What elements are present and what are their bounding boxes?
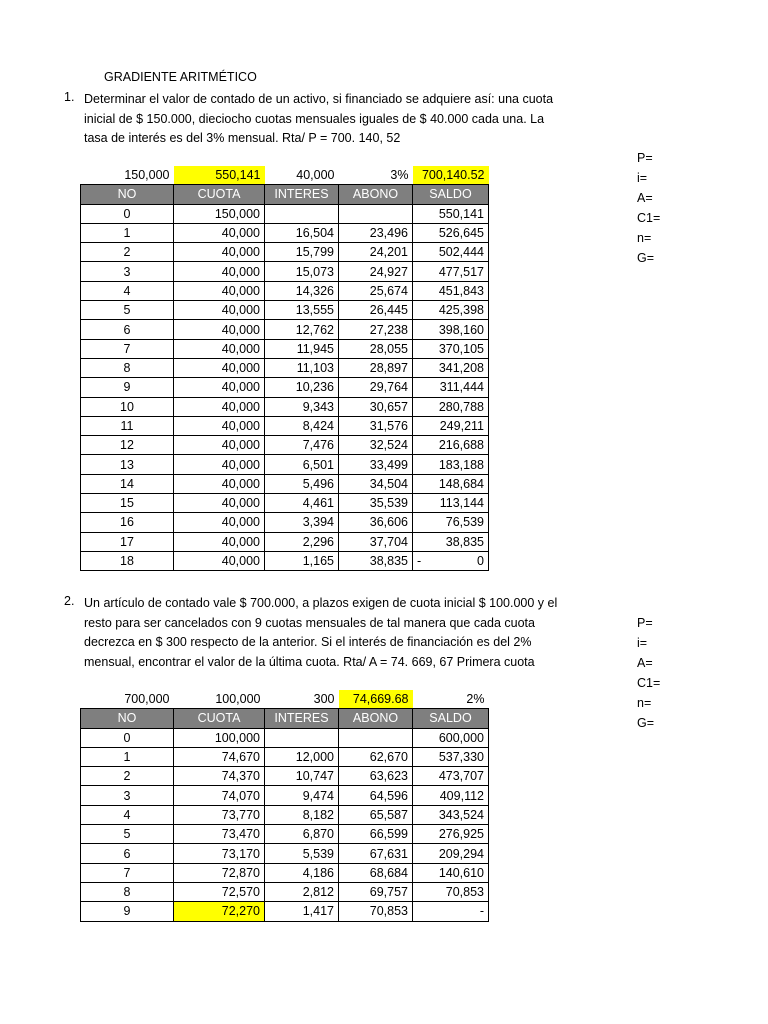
parameter-cell: 3% xyxy=(390,168,409,183)
column-header: INTERES xyxy=(265,185,339,204)
table-row xyxy=(81,358,489,377)
table-cell: 40,000 xyxy=(174,301,265,320)
table-cell: 473,707 xyxy=(413,767,489,786)
table-cell: 36,606 xyxy=(339,513,413,532)
side-label: i= xyxy=(637,636,648,650)
side-label: A= xyxy=(637,191,653,205)
table-cell: 6,870 xyxy=(265,825,339,844)
table-row xyxy=(81,863,489,882)
table-cell: 17 xyxy=(81,532,174,551)
table-cell xyxy=(265,728,339,747)
table-cell: 12,000 xyxy=(265,747,339,766)
table-cell: 4 xyxy=(81,805,174,824)
table-cell: 15 xyxy=(81,494,174,513)
table-cell: 10,747 xyxy=(265,767,339,786)
table-cell: 477,517 xyxy=(413,262,489,281)
table-cell: 70,853 xyxy=(413,882,489,901)
column-header: INTERES xyxy=(265,709,339,728)
table-cell: 13,555 xyxy=(265,301,339,320)
table-cell: 0 xyxy=(81,728,174,747)
side-label: C1= xyxy=(637,676,661,690)
table-cell: 73,770 xyxy=(174,805,265,824)
table-cell: 25,674 xyxy=(339,281,413,300)
side-label: G= xyxy=(637,716,655,730)
table-row xyxy=(81,494,489,513)
table-cell: 2 xyxy=(81,243,174,262)
table-cell: 38,835 xyxy=(339,551,413,570)
table-cell: 69,757 xyxy=(339,882,413,901)
table-cell: 8,182 xyxy=(265,805,339,824)
table-cell xyxy=(413,551,489,570)
table-cell: 70,853 xyxy=(339,902,413,921)
table-cell: 5,496 xyxy=(265,474,339,493)
parameter-cell: 40,000 xyxy=(296,168,335,183)
side-label: i= xyxy=(637,171,648,185)
table-cell: 343,524 xyxy=(413,805,489,824)
table-cell: 0 xyxy=(81,204,174,223)
cell-value: 0 xyxy=(477,554,484,569)
table-row xyxy=(81,902,489,921)
table-cell: 8 xyxy=(81,358,174,377)
table-row xyxy=(81,416,489,435)
table-row xyxy=(81,728,489,747)
parameter-cell: 300 xyxy=(313,692,335,707)
table-row xyxy=(81,825,489,844)
table-cell: 9 xyxy=(81,902,174,921)
table-cell: 14 xyxy=(81,474,174,493)
side-label: G= xyxy=(637,251,655,265)
column-header: ABONO xyxy=(339,185,413,204)
problem-1-text xyxy=(84,90,553,149)
column-header: NO xyxy=(81,709,174,728)
problem-2-line: resto para ser cancelados con 9 cuotas mensuales de tal manera que cada cuota xyxy=(84,615,535,630)
table-cell: 341,208 xyxy=(413,358,489,377)
table-cell: 12,762 xyxy=(265,320,339,339)
table-cell: 40,000 xyxy=(174,551,265,570)
table-cell: 14,326 xyxy=(265,281,339,300)
table-cell: 13 xyxy=(81,455,174,474)
table-cell: 72,870 xyxy=(174,863,265,882)
table-cell: 8,424 xyxy=(265,416,339,435)
problem-1-line: Determinar el valor de contado de un activo, si financiado se adquiere así: una cuota xyxy=(84,92,554,106)
table-cell: 2,296 xyxy=(265,532,339,551)
table-row xyxy=(81,882,489,901)
column-header: ABONO xyxy=(339,709,413,728)
table-cell: 8 xyxy=(81,882,174,901)
table-cell: 11 xyxy=(81,416,174,435)
table-cell: 209,294 xyxy=(413,844,489,863)
table-row xyxy=(81,747,489,766)
table-cell: 32,524 xyxy=(339,436,413,455)
table-cell: 34,504 xyxy=(339,474,413,493)
parameter-cell: 700,000 xyxy=(124,692,170,707)
table-cell: 370,105 xyxy=(413,339,489,358)
table-cell: 10 xyxy=(81,397,174,416)
side-label: P= xyxy=(637,616,653,630)
page-title: GRADIENTE ARITMÉTICO xyxy=(104,70,257,84)
table-cell: 4 xyxy=(81,281,174,300)
problem-1-line: tasa de interés es del 3% mensual. Rta/ P = 700. 140, 52 xyxy=(84,131,401,145)
table-cell: 3,394 xyxy=(265,513,339,532)
table-cell: 37,704 xyxy=(339,532,413,551)
table-cell: 550,141 xyxy=(413,204,489,223)
table-cell: 65,587 xyxy=(339,805,413,824)
parameter-cell: 2% xyxy=(466,692,485,707)
table-cell: 40,000 xyxy=(174,436,265,455)
parameter-cell: 100,000 xyxy=(215,692,261,707)
side-label: n= xyxy=(637,696,652,710)
amortization-table-2 xyxy=(80,690,489,922)
table-cell: 150,000 xyxy=(174,204,265,223)
table-cell: 40,000 xyxy=(174,358,265,377)
table-row xyxy=(81,397,489,416)
table-row xyxy=(81,243,489,262)
table-cell: 3 xyxy=(81,786,174,805)
table-cell: 40,000 xyxy=(174,455,265,474)
table-row xyxy=(81,767,489,786)
column-header: SALDO xyxy=(413,185,489,204)
side-label: P= xyxy=(637,151,653,165)
table-cell: 15,073 xyxy=(265,262,339,281)
table-cell: 40,000 xyxy=(174,397,265,416)
table-cell: 276,925 xyxy=(413,825,489,844)
table-row xyxy=(81,262,489,281)
table-cell: 10,236 xyxy=(265,378,339,397)
table-row xyxy=(81,378,489,397)
table-cell: 100,000 xyxy=(174,728,265,747)
table-row xyxy=(81,786,489,805)
table-cell: 74,670 xyxy=(174,747,265,766)
table-cell: 63,623 xyxy=(339,767,413,786)
table-cell: 3 xyxy=(81,262,174,281)
problem-2-text xyxy=(84,594,557,672)
parameter-cell: 150,000 xyxy=(124,168,170,183)
table-cell: 40,000 xyxy=(174,262,265,281)
table-cell: 40,000 xyxy=(174,532,265,551)
table-row xyxy=(81,223,489,242)
problem-1-number: 1. xyxy=(64,90,75,104)
table-cell: 398,160 xyxy=(413,320,489,339)
table-cell: 502,444 xyxy=(413,243,489,262)
table-row xyxy=(81,455,489,474)
table-row xyxy=(81,844,489,863)
table-cell: 183,188 xyxy=(413,455,489,474)
table-cell: - xyxy=(413,902,489,921)
parameter-row xyxy=(81,166,489,185)
table-cell: 5 xyxy=(81,301,174,320)
side-label: A= xyxy=(637,656,653,670)
amortization-table-1 xyxy=(80,166,489,571)
table-cell: 9,474 xyxy=(265,786,339,805)
table-cell: 16,504 xyxy=(265,223,339,242)
table-cell: 409,112 xyxy=(413,786,489,805)
table-cell: 26,445 xyxy=(339,301,413,320)
problem-2-number: 2. xyxy=(64,594,75,608)
table-row xyxy=(81,281,489,300)
table-cell: 30,657 xyxy=(339,397,413,416)
table-cell: 67,631 xyxy=(339,844,413,863)
table-row xyxy=(81,204,489,223)
table-row xyxy=(81,339,489,358)
table-row xyxy=(81,551,489,570)
parameter-cell: 550,141 xyxy=(174,166,265,185)
table-cell: 40,000 xyxy=(174,243,265,262)
table-cell: 311,444 xyxy=(413,378,489,397)
table-cell: 40,000 xyxy=(174,378,265,397)
table-cell: 31,576 xyxy=(339,416,413,435)
table-cell: 33,499 xyxy=(339,455,413,474)
column-header: SALDO xyxy=(413,709,489,728)
problem-1-side-labels xyxy=(637,148,660,268)
table-cell: 40,000 xyxy=(174,513,265,532)
parameter-row xyxy=(81,690,489,709)
table-cell: 62,670 xyxy=(339,747,413,766)
problem-1-line: inicial de $ 150.000, dieciocho cuotas mensuales iguales de $ 40.000 cada una. La xyxy=(84,111,545,126)
table-cell: 40,000 xyxy=(174,339,265,358)
table-cell: 216,688 xyxy=(413,436,489,455)
table-row xyxy=(81,513,489,532)
table-cell: 11,103 xyxy=(265,358,339,377)
table-cell: 9 xyxy=(81,378,174,397)
parameter-cell: 700,140.52 xyxy=(413,166,489,185)
table-cell: 600,000 xyxy=(413,728,489,747)
side-label: C1= xyxy=(637,211,661,225)
table-cell: 4,461 xyxy=(265,494,339,513)
table-cell: 40,000 xyxy=(174,281,265,300)
table-cell: 526,645 xyxy=(413,223,489,242)
dash-mark: - xyxy=(417,554,422,569)
table-cell: 23,496 xyxy=(339,223,413,242)
table-cell: 451,843 xyxy=(413,281,489,300)
table-cell: 148,684 xyxy=(413,474,489,493)
table-cell: 537,330 xyxy=(413,747,489,766)
table-cell: 74,370 xyxy=(174,767,265,786)
table-cell: 7 xyxy=(81,339,174,358)
table-header-row xyxy=(81,185,489,204)
table-cell: 15,799 xyxy=(265,243,339,262)
table-row xyxy=(81,532,489,551)
table-cell xyxy=(339,728,413,747)
table-cell: 6,501 xyxy=(265,455,339,474)
table-cell: 140,610 xyxy=(413,863,489,882)
table-row xyxy=(81,436,489,455)
table-cell: 16 xyxy=(81,513,174,532)
problem-2-side-labels xyxy=(637,613,660,733)
table-cell: 11,945 xyxy=(265,339,339,358)
table-cell xyxy=(265,204,339,223)
table-row xyxy=(81,474,489,493)
table-cell: 40,000 xyxy=(174,494,265,513)
table-row xyxy=(81,301,489,320)
table-cell: 74,070 xyxy=(174,786,265,805)
problem-2-line: mensual, encontrar el valor de la última cuota. Rta/ A = 74. 669, 67 Primera cuota xyxy=(84,654,535,669)
table-cell: 425,398 xyxy=(413,301,489,320)
problem-2-line: decrezca en $ 300 respecto de la anterior. Si el interés de financiación es del 2% xyxy=(84,635,532,649)
parameter-cell: 74,669.68 xyxy=(339,690,413,709)
table-cell: 7,476 xyxy=(265,436,339,455)
table-cell: 249,211 xyxy=(413,416,489,435)
table-cell: 76,539 xyxy=(413,513,489,532)
problem-2-line: Un artículo de contado vale $ 700.000, a plazos exigen de cuota inicial $ 100.000 y el xyxy=(84,596,558,610)
table-cell: 5,539 xyxy=(265,844,339,863)
table-cell: 28,897 xyxy=(339,358,413,377)
table-cell: 1,417 xyxy=(265,902,339,921)
table-cell: 9,343 xyxy=(265,397,339,416)
table-cell: 29,764 xyxy=(339,378,413,397)
side-label: n= xyxy=(637,231,652,245)
table-cell: 6 xyxy=(81,320,174,339)
column-header: NO xyxy=(81,185,174,204)
table-cell: 6 xyxy=(81,844,174,863)
column-header: CUOTA xyxy=(174,185,265,204)
table-cell: 24,201 xyxy=(339,243,413,262)
table-cell: 66,599 xyxy=(339,825,413,844)
table-cell: 40,000 xyxy=(174,320,265,339)
table-cell: 64,596 xyxy=(339,786,413,805)
table-cell: 73,170 xyxy=(174,844,265,863)
column-header: CUOTA xyxy=(174,709,265,728)
table-cell: 1,165 xyxy=(265,551,339,570)
table-cell: 1 xyxy=(81,223,174,242)
table-cell: 38,835 xyxy=(413,532,489,551)
table-row xyxy=(81,805,489,824)
table-cell: 68,684 xyxy=(339,863,413,882)
table-cell: 4,186 xyxy=(265,863,339,882)
table-cell: 28,055 xyxy=(339,339,413,358)
table-cell: 72,270 xyxy=(174,902,265,921)
table-cell: 73,470 xyxy=(174,825,265,844)
table-cell: 40,000 xyxy=(174,416,265,435)
table-cell: 5 xyxy=(81,825,174,844)
table-cell: 18 xyxy=(81,551,174,570)
table-cell: 1 xyxy=(81,747,174,766)
table-cell: 40,000 xyxy=(174,474,265,493)
table-cell: 2,812 xyxy=(265,882,339,901)
table-cell: 72,570 xyxy=(174,882,265,901)
table-cell: 280,788 xyxy=(413,397,489,416)
table-row xyxy=(81,320,489,339)
table-cell: 27,238 xyxy=(339,320,413,339)
table-cell: 2 xyxy=(81,767,174,786)
table-cell: 40,000 xyxy=(174,223,265,242)
table-cell: 35,539 xyxy=(339,494,413,513)
table-cell: 113,144 xyxy=(413,494,489,513)
table-cell: 7 xyxy=(81,863,174,882)
table-header-row xyxy=(81,709,489,728)
table-cell: 24,927 xyxy=(339,262,413,281)
table-cell xyxy=(339,204,413,223)
table-cell: 12 xyxy=(81,436,174,455)
